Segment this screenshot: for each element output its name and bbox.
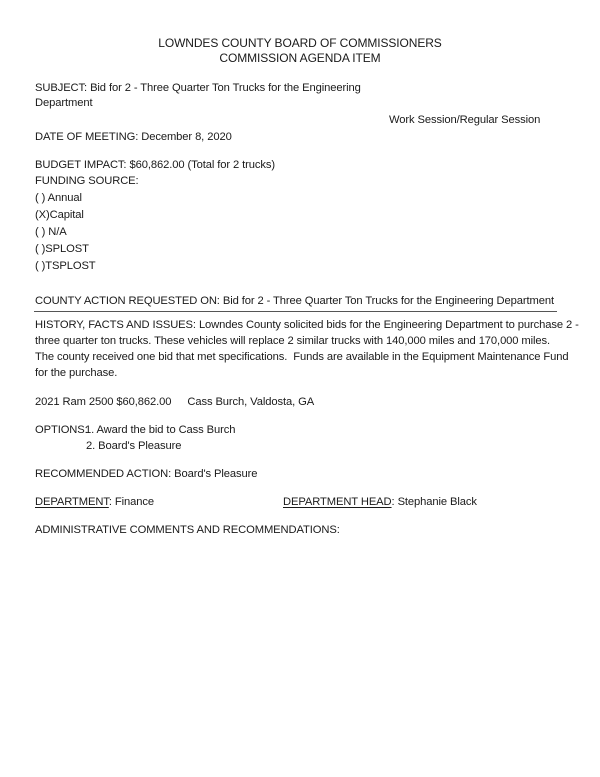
action-requested-label: COUNTY ACTION REQUESTED ON: (35, 295, 220, 307)
department-head-label: DEPARTMENT HEAD (283, 496, 392, 508)
history-line-1 (35, 318, 579, 333)
bid-vendor: Cass Burch, Valdosta, GA (187, 396, 315, 408)
action-requested-value: Bid for 2 - Three Quarter Ton Trucks for the Engineering Department (222, 295, 555, 307)
subject-text: Bid for 2 - Three Quarter Ton Trucks for the Engineering (90, 82, 361, 94)
funding-option-label: SPLOST (45, 243, 89, 255)
subject-line-2: Department (35, 97, 93, 109)
funding-checkbox-tsplost: ( ) (35, 260, 46, 272)
action-requested-row (35, 294, 554, 309)
bid-vehicle: 2021 Ram 2500 (35, 396, 114, 408)
budget-impact-value: $60,862.00 (Total for 2 trucks) (129, 159, 275, 171)
section-divider (34, 311, 557, 312)
department-row: DEPARTMENT: Finance (35, 496, 154, 508)
funding-checkbox-na: ( ) (35, 226, 46, 238)
funding-option-splost (35, 242, 89, 257)
funding-source-label: FUNDING SOURCE: (35, 175, 139, 187)
funding-option-label: Annual (47, 192, 82, 204)
options-label: OPTIONS: (35, 424, 88, 436)
meeting-date-label: DATE OF MEETING: (35, 131, 139, 143)
funding-option-na (35, 225, 67, 240)
meeting-date-value: December 8, 2020 (141, 131, 232, 143)
subject-label: SUBJECT: (35, 82, 88, 94)
doc-type-title: COMMISSION AGENDA ITEM (219, 51, 381, 65)
history-label: HISTORY, FACTS AND ISSUES: (35, 319, 196, 331)
funding-option-label: Capital (49, 209, 84, 221)
department-label: DEPARTMENT (35, 496, 109, 508)
recommended-action-value: Board's Pleasure (174, 468, 258, 480)
org-title: LOWNDES COUNTY BOARD OF COMMISSIONERS (158, 36, 442, 50)
funding-option-label: N/A (48, 226, 67, 238)
funding-option-capital (35, 208, 84, 223)
recommended-action-label: RECOMMENDED ACTION: (35, 468, 172, 480)
funding-option-label: TSPLOST (45, 260, 96, 272)
department-head-row: DEPARTMENT HEAD: Stephanie Black (283, 496, 477, 508)
history-line-4: for the purchase. (35, 367, 118, 379)
funding-option-tsplost (35, 259, 96, 274)
department-head-value: Stephanie Black (397, 496, 477, 508)
session-type: Work Session/Regular Session (389, 114, 541, 126)
subject-line-1 (35, 81, 361, 96)
budget-impact-label: BUDGET IMPACT: (35, 159, 127, 171)
bid-row (35, 395, 314, 410)
funding-checkbox-capital: (X) (35, 209, 50, 221)
funding-checkbox-splost: ( ) (35, 243, 46, 255)
option-item-1: 1. Award the bid to Cass Burch (85, 424, 236, 436)
option-item-2: 2. Board's Pleasure (86, 440, 182, 452)
history-text: Lowndes County solicited bids for the Engineering Department to purchase 2 - (198, 319, 579, 331)
department-value: Finance (114, 496, 154, 508)
meeting-date-row (35, 130, 232, 145)
admin-comments-label: ADMINISTRATIVE COMMENTS AND RECOMMENDATIONS: (35, 524, 340, 536)
history-line-2: three quarter ton trucks. These vehicles will replace 2 similar trucks with 140,000 miles and 170,000 miles. (35, 335, 551, 347)
budget-impact-row (35, 158, 275, 173)
bid-amount: $60,862.00 (116, 396, 172, 408)
history-line-3: The county received one bid that met specifications. Funds are available in the Equipment Maintenance Fund (35, 351, 569, 363)
recommended-action-row (35, 467, 257, 482)
funding-checkbox-annual: ( ) (35, 192, 46, 204)
funding-option-annual (35, 191, 82, 206)
